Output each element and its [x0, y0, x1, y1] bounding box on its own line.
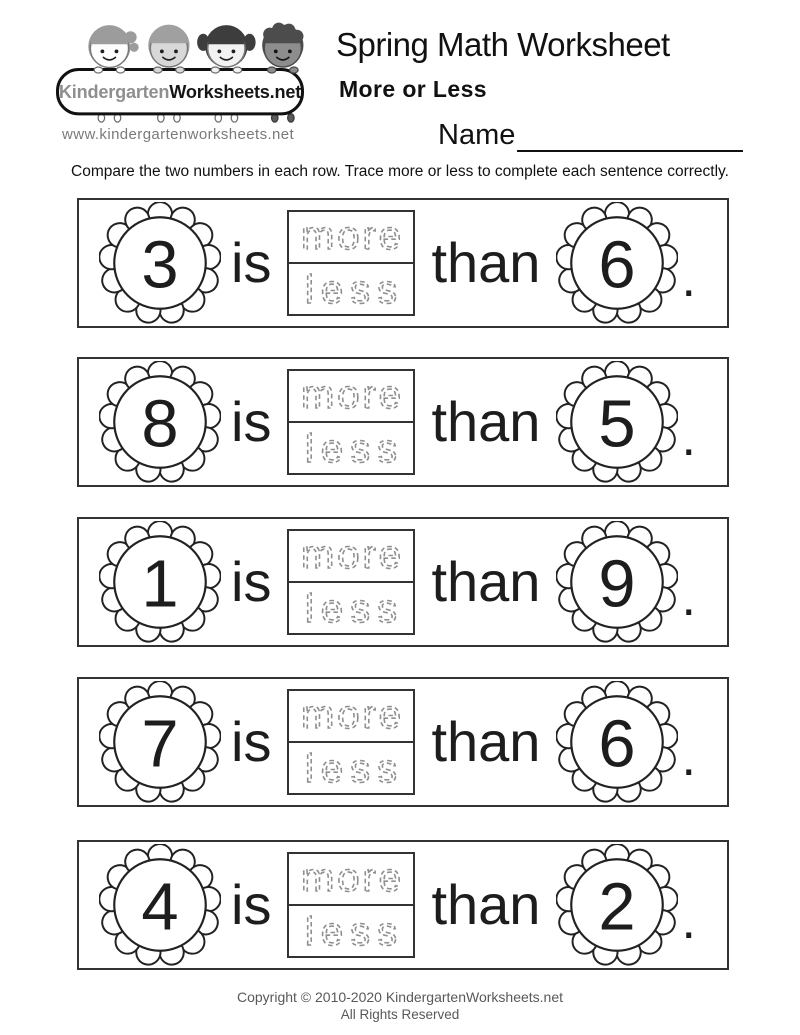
word-than: than — [431, 550, 541, 613]
sentence-period: . — [681, 569, 696, 627]
name-fill-in-line[interactable] — [517, 118, 743, 152]
svg-text:less: less — [305, 427, 398, 471]
svg-text:more: more — [301, 373, 402, 417]
flower-right — [556, 202, 678, 324]
worksheet-row — [77, 840, 729, 970]
right-number: 5 — [598, 386, 637, 462]
website-url: www.kindergartenworksheets.net — [62, 126, 295, 143]
trace-more-word — [291, 532, 411, 580]
instructions-text: Compare the two numbers in each row. Trace more or less to complete each sentence correctly. — [71, 163, 729, 180]
more-less-box — [287, 689, 415, 795]
kindergartenworksheets-logo — [54, 12, 306, 125]
worksheet-row — [77, 357, 729, 487]
more-less-box — [287, 210, 415, 316]
word-is: is — [231, 231, 272, 294]
word-is: is — [231, 550, 272, 613]
left-number: 8 — [141, 386, 179, 462]
more-less-box — [287, 852, 415, 958]
right-number: 9 — [598, 546, 637, 622]
trace-more-cell[interactable] — [289, 691, 413, 743]
trace-less-word — [291, 584, 411, 632]
svg-text:less: less — [305, 910, 398, 954]
trace-more-word — [291, 855, 411, 903]
left-number: 1 — [141, 546, 179, 622]
trace-less-cell[interactable] — [289, 264, 413, 314]
flower-left — [99, 521, 221, 643]
trace-less-cell[interactable] — [289, 743, 413, 793]
svg-text:more: more — [301, 533, 402, 577]
right-number: 6 — [598, 227, 637, 303]
worksheet-row — [77, 677, 729, 807]
trace-less-cell[interactable] — [289, 583, 413, 633]
trace-less-cell[interactable] — [289, 423, 413, 473]
more-less-box — [287, 529, 415, 635]
flower-left — [99, 202, 221, 324]
trace-less-word — [291, 424, 411, 472]
name-label: Name — [438, 119, 516, 151]
logo-kid-girl-pigtails — [197, 25, 255, 67]
svg-text:more: more — [301, 856, 402, 900]
word-than: than — [431, 873, 541, 936]
rights-text: All Rights Reserved — [340, 1007, 460, 1022]
svg-text:more: more — [301, 214, 402, 258]
svg-text:less: less — [305, 268, 398, 312]
logo-kid-girl-gray — [88, 25, 138, 67]
svg-text:more: more — [301, 693, 402, 737]
flower-right — [556, 681, 678, 803]
word-than: than — [431, 231, 541, 294]
trace-more-cell[interactable] — [289, 212, 413, 264]
trace-more-word — [291, 692, 411, 740]
right-number: 6 — [598, 706, 637, 782]
sentence-period: . — [681, 729, 696, 787]
word-is: is — [231, 390, 272, 453]
sentence-period: . — [681, 409, 696, 467]
svg-text:less: less — [305, 747, 398, 791]
trace-less-word — [291, 907, 411, 955]
left-number: 3 — [141, 227, 179, 303]
name-block — [438, 118, 743, 152]
flower-right — [556, 844, 678, 966]
trace-more-word — [291, 213, 411, 261]
word-than: than — [431, 710, 541, 773]
worksheet-row — [77, 198, 729, 328]
trace-more-word — [291, 372, 411, 420]
more-less-box — [287, 369, 415, 475]
flower-right — [556, 521, 678, 643]
sentence-period: . — [681, 892, 696, 950]
flower-left — [99, 844, 221, 966]
logo-kid-boy-gray — [148, 25, 189, 67]
trace-less-word — [291, 744, 411, 792]
svg-text:less: less — [305, 587, 398, 631]
word-is: is — [231, 710, 272, 773]
sentence-period: . — [681, 250, 696, 308]
word-than: than — [431, 390, 541, 453]
left-number: 4 — [141, 869, 179, 945]
trace-less-word — [291, 265, 411, 313]
logo-banner-text: KindergartenWorksheets.net — [58, 82, 302, 103]
flower-left — [99, 681, 221, 803]
page-subtitle: More or Less — [339, 76, 487, 102]
page-title: Spring Math Worksheet — [336, 26, 670, 63]
trace-more-cell[interactable] — [289, 371, 413, 423]
right-number: 2 — [598, 869, 637, 945]
left-number: 7 — [141, 706, 179, 782]
trace-more-cell[interactable] — [289, 854, 413, 906]
footer — [0, 989, 800, 1022]
logo-kid-boy-dark — [262, 23, 303, 67]
flower-left — [99, 361, 221, 483]
flower-right — [556, 361, 678, 483]
copyright-text: Copyright © 2010-2020 KindergartenWorksheets.net — [236, 989, 564, 1005]
trace-less-cell[interactable] — [289, 906, 413, 956]
worksheet-row — [77, 517, 729, 647]
word-is: is — [231, 873, 272, 936]
trace-more-cell[interactable] — [289, 531, 413, 583]
